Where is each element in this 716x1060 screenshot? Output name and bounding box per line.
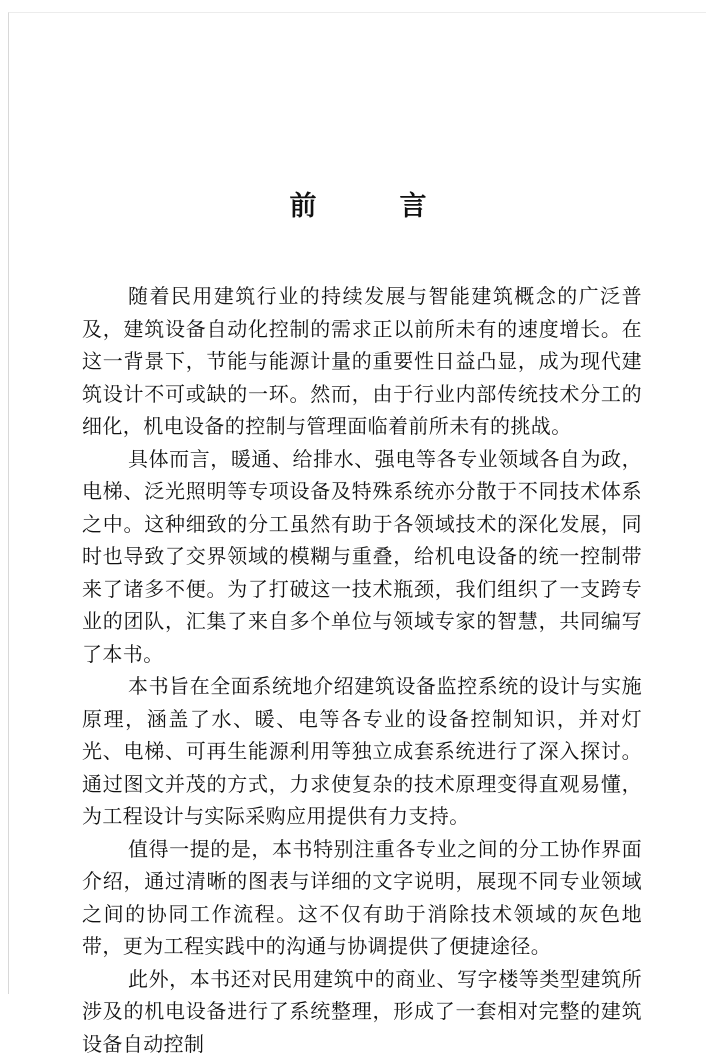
paragraph-2: 具体而言，暖通、给排水、强电等各专业领域各自为政，电梯、泛光照明等专项设备及特殊系统亦分散于不同技术体系之中。这种细致的分工虽然有助于各领域技术的深化发展，同时也导致了交界领域的模糊与重叠，给机电设备的统一控制带来了诸多不便。为了打破这一技术瓶颈，我们组织了一支跨专业的团队，汇集了来自多个单位与领域专家的智慧，共同编写了本书。	[82, 443, 642, 671]
paragraph-3: 本书旨在全面系统地介绍建筑设备监控系统的设计与实施原理，涵盖了水、暖、电等各专业的设备控制知识，并对灯光、电梯、可再生能源利用等独立成套系统进行了深入探讨。通过图文并茂的方式，力求使复杂的技术原理变得直观易懂，为工程设计与实际采购应用提供有力支持。	[82, 670, 642, 833]
preface-body	[82, 280, 642, 1060]
paragraph-1: 随着民用建筑行业的持续发展与智能建筑概念的广泛普及，建筑设备自动化控制的需求正以前所未有的速度增长。在这一背景下，节能与能源计量的重要性日益凸显，成为现代建筑设计不可或缺的一环。然而，由于行业内部传统技术分工的细化，机电设备的控制与管理面临着前所未有的挑战。	[82, 280, 642, 443]
paragraph-5: 此外，本书还对民用建筑中的商业、写字楼等类型建筑所涉及的机电设备进行了系统整理，形成了一套相对完整的建筑设备自动控制	[82, 963, 642, 1060]
page-title: 前 言	[0, 187, 716, 227]
paragraph-4: 值得一提的是，本书特别注重各专业之间的分工协作界面介绍，通过清晰的图表与详细的文字说明，展现不同专业领域之间的协同工作流程。这不仅有助于消除技术领域的灰色地带，更为工程实践中的沟通与协调提供了便捷途径。	[82, 833, 642, 963]
